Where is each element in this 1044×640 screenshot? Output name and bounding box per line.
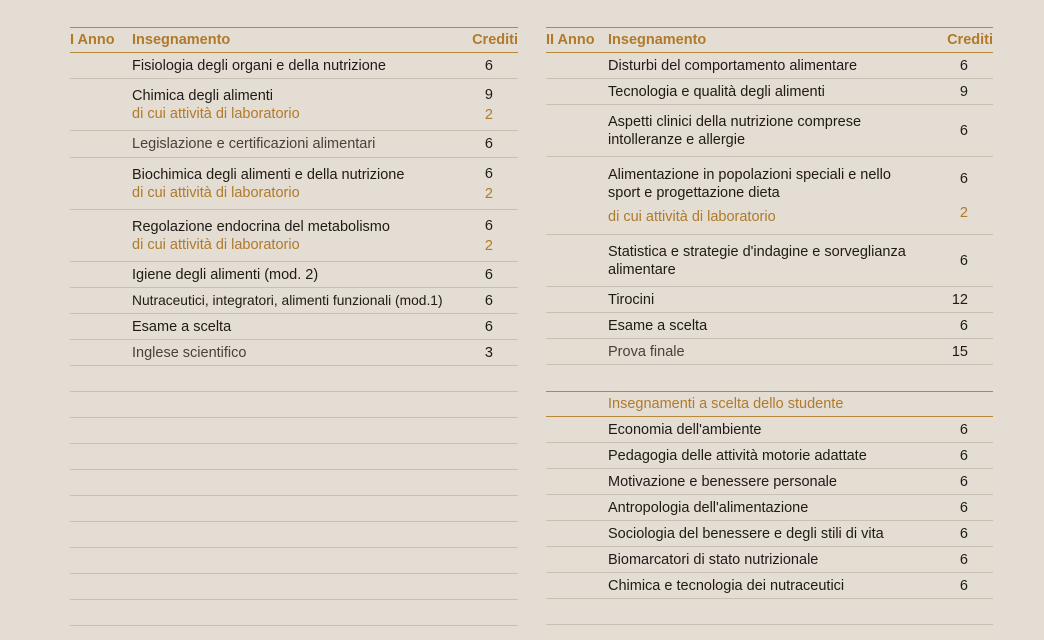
course-name: Chimica e tecnologia dei nutraceutici (608, 577, 845, 594)
course-name: Legislazione e certificazioni alimentari (132, 136, 376, 152)
course-credits: 6 (959, 421, 968, 438)
course-credits: 6 (484, 217, 493, 234)
course-credits: 6 (959, 252, 968, 269)
course-credits: 6 (959, 122, 968, 139)
table-row (546, 313, 993, 339)
year2-header (546, 27, 993, 53)
year1-table (70, 27, 518, 626)
electives-header (546, 391, 993, 417)
course-name: Esame a scelta (132, 318, 232, 335)
year2-header-credits: Crediti (947, 32, 993, 48)
table-row (546, 287, 993, 313)
course-credits: 9 (959, 83, 968, 100)
table-row (70, 262, 518, 288)
course-credits: 6 (959, 447, 968, 464)
course-name: Igiene degli alimenti (mod. 2) (132, 266, 319, 283)
table-row (546, 443, 993, 469)
empty-row (70, 496, 518, 522)
table-row (70, 314, 518, 340)
table-row (546, 469, 993, 495)
table-row (546, 417, 993, 443)
course-credits: 15 (951, 343, 968, 360)
year2-header-subject: Insegnamento (608, 32, 707, 48)
course-name: Sociologia del benessere e degli stili di vita (608, 525, 884, 542)
course-name-line1: Statistica e strategie d'indagine e sorveglianza (608, 243, 906, 260)
course-name: Biochimica degli alimenti e della nutrizione (132, 166, 405, 183)
table-row (546, 157, 993, 235)
lab-credits: 2 (484, 237, 493, 254)
course-credits: 6 (959, 577, 968, 594)
table-row (70, 131, 518, 158)
course-credits: 6 (959, 473, 968, 490)
course-name-line1: Aspetti clinici della nutrizione comprese (608, 113, 862, 130)
course-name: Pedagogia delle attività motorie adattate (608, 447, 867, 464)
electives-title: Insegnamenti a scelta dello studente (608, 396, 844, 412)
spacer (546, 365, 993, 391)
course-name: Tirocini (608, 291, 655, 308)
table-row (546, 547, 993, 573)
empty-row (70, 418, 518, 444)
table-row (546, 521, 993, 547)
course-name: Esame a scelta (608, 317, 708, 334)
course-credits: 6 (484, 318, 493, 335)
table-row (70, 158, 518, 210)
course-credits: 3 (484, 344, 493, 361)
table-row (546, 339, 993, 365)
lab-label: di cui attività di laboratorio (132, 236, 300, 253)
course-name: Regolazione endocrina del metabolismo (132, 218, 390, 235)
course-name: Chimica degli alimenti (132, 87, 274, 104)
empty-row (70, 470, 518, 496)
table-row (546, 573, 993, 599)
year2-table (546, 27, 993, 625)
course-credits: 6 (484, 292, 493, 309)
year1-header-credits: Crediti (472, 32, 518, 48)
empty-row (70, 444, 518, 470)
course-credits: 6 (959, 317, 968, 334)
course-credits: 12 (951, 291, 968, 308)
table-row (546, 53, 993, 79)
course-name-line2: alimentare (608, 261, 676, 278)
course-credits: 6 (484, 266, 493, 283)
course-name: Motivazione e benessere personale (608, 473, 837, 490)
course-name: Biomarcatori di stato nutrizionale (608, 551, 819, 568)
course-name-line2: intolleranze e allergie (608, 131, 746, 148)
course-credits: 6 (484, 57, 493, 74)
empty-row (70, 600, 518, 626)
course-name: Economia dell'ambiente (608, 421, 762, 438)
table-row (70, 53, 518, 79)
lab-label: di cui attività di laboratorio (132, 184, 300, 201)
course-credits: 6 (959, 170, 968, 187)
course-name-line2: sport e progettazione dieta (608, 184, 780, 201)
table-row (70, 340, 518, 366)
course-name-line1: Alimentazione in popolazioni speciali e nello (608, 166, 891, 183)
table-row (546, 105, 993, 157)
lab-credits: 2 (959, 204, 968, 221)
course-credits: 6 (484, 165, 493, 182)
empty-row (70, 574, 518, 600)
year1-header-subject: Insegnamento (132, 32, 231, 48)
course-name: Inglese scientifico (132, 344, 247, 361)
course-name: Tecnologia e qualità degli alimenti (608, 83, 825, 100)
empty-row (70, 392, 518, 418)
empty-row (70, 548, 518, 574)
year1-header-year: I Anno (70, 32, 115, 48)
course-credits: 6 (959, 499, 968, 516)
course-credits: 6 (959, 551, 968, 568)
table-row (546, 79, 993, 105)
course-credits: 6 (484, 136, 493, 152)
empty-row (546, 599, 993, 625)
course-name: Antropologia dell'alimentazione (608, 499, 809, 516)
course-name: Fisiologia degli organi e della nutrizione (132, 57, 386, 74)
lab-label: di cui attività di laboratorio (132, 105, 300, 122)
course-name: Disturbi del comportamento alimentare (608, 57, 858, 74)
table-row (70, 79, 518, 131)
year2-header-year: II Anno (546, 32, 595, 48)
lab-credits: 2 (484, 106, 493, 123)
lab-label: di cui attività di laboratorio (608, 208, 776, 225)
table-row (70, 210, 518, 262)
table-row (546, 235, 993, 287)
lab-credits: 2 (484, 185, 493, 202)
table-row (546, 495, 993, 521)
empty-row (70, 522, 518, 548)
empty-row (70, 366, 518, 392)
course-credits: 6 (959, 57, 968, 74)
course-credits: 6 (959, 525, 968, 542)
course-name: Nutraceutici, integratori, alimenti funzionali (mod.1) (132, 292, 443, 308)
table-row (70, 288, 518, 314)
course-credits: 9 (484, 86, 493, 103)
year1-header (70, 27, 518, 53)
course-name: Prova finale (608, 343, 685, 360)
